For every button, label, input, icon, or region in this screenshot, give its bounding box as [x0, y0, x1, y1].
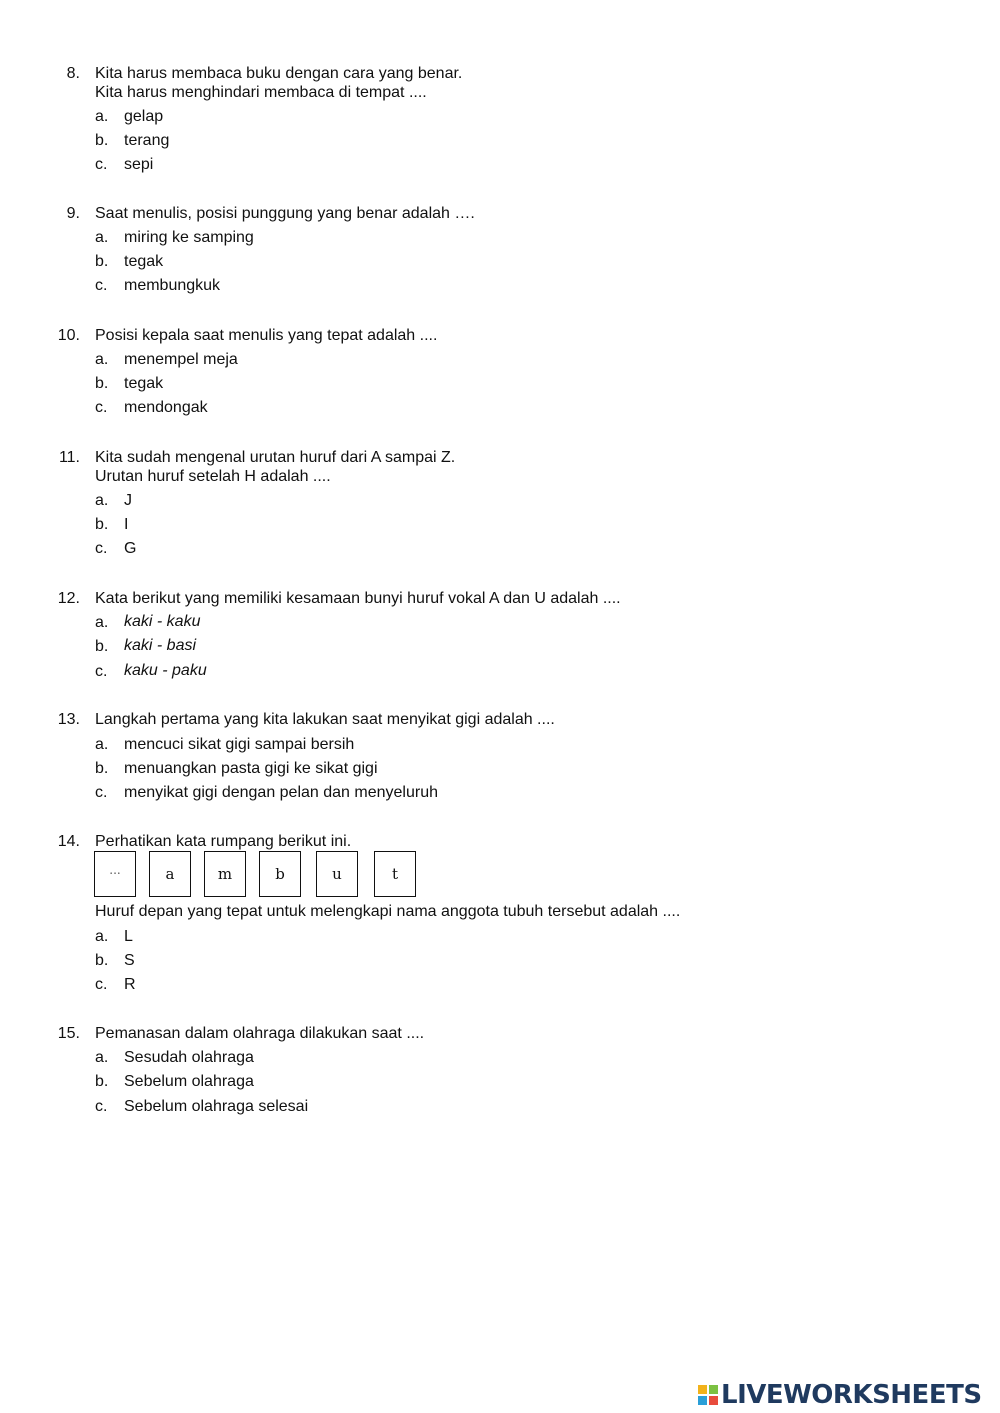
option-text[interactable]: tegak: [124, 375, 164, 392]
option-text[interactable]: G: [124, 540, 137, 557]
option-text[interactable]: sepi: [124, 156, 154, 173]
question-number: 15.: [57, 1025, 80, 1042]
question-text: Kita harus menghindari membaca di tempat ....: [95, 84, 427, 101]
question-text: Huruf depan yang tepat untuk melengkapi nama anggota tubuh tersebut adalah ....: [95, 903, 681, 920]
option-letter: a.: [95, 1049, 109, 1066]
question-text: Kita sudah mengenal urutan huruf dari A sampai Z.: [95, 449, 456, 466]
option-letter: b.: [95, 253, 109, 270]
option-letter: c.: [95, 277, 108, 294]
option-letter: c.: [95, 399, 108, 416]
question-number: 9.: [66, 205, 80, 222]
option-text[interactable]: kaku - paku: [124, 662, 207, 679]
option-text[interactable]: Sebelum olahraga: [124, 1073, 254, 1090]
option-letter: a.: [95, 736, 109, 753]
logo-text: LIVEWORKSHEETS: [721, 1380, 982, 1410]
question-text: Perhatikan kata rumpang berikut ini.: [95, 833, 352, 850]
option-text[interactable]: miring ke samping: [124, 229, 254, 246]
logo-mark-icon: [698, 1385, 718, 1405]
option-text[interactable]: L: [124, 928, 133, 945]
liveworksheets-logo: [698, 1380, 982, 1410]
option-letter: c.: [95, 540, 108, 557]
option-letter: c.: [95, 663, 108, 680]
option-text[interactable]: mendongak: [124, 399, 208, 416]
option-letter: b.: [95, 952, 109, 969]
letter-box: u: [316, 851, 358, 897]
option-letter: c.: [95, 156, 108, 173]
option-text[interactable]: membungkuk: [124, 277, 221, 294]
question-number: 11.: [58, 449, 80, 466]
option-text[interactable]: I: [124, 516, 129, 533]
option-letter: b.: [95, 516, 109, 533]
option-letter: a.: [95, 614, 109, 631]
question-text: Urutan huruf setelah H adalah ....: [95, 468, 331, 485]
question-text: Saat menulis, posisi punggung yang benar adalah ….: [95, 205, 475, 222]
option-letter: b.: [95, 1073, 109, 1090]
option-text[interactable]: kaki - kaku: [124, 613, 201, 630]
option-text[interactable]: R: [124, 976, 136, 993]
letter-box-blank[interactable]: ...: [94, 851, 136, 897]
logo-square-red: [709, 1396, 718, 1405]
option-text[interactable]: menuangkan pasta gigi ke sikat gigi: [124, 760, 378, 777]
option-text[interactable]: J: [124, 492, 132, 509]
option-text[interactable]: menyikat gigi dengan pelan dan menyeluruh: [124, 784, 438, 801]
question-text: Langkah pertama yang kita lakukan saat menyikat gigi adalah ....: [95, 711, 555, 728]
option-text[interactable]: tegak: [124, 253, 164, 270]
question-text: Pemanasan dalam olahraga dilakukan saat ....: [95, 1025, 425, 1042]
question-number: 13.: [57, 711, 80, 728]
option-text[interactable]: Sebelum olahraga selesai: [124, 1098, 309, 1115]
question-number: 12.: [57, 590, 80, 607]
option-letter: b.: [95, 638, 109, 655]
option-letter: a.: [95, 229, 109, 246]
option-letter: a.: [95, 351, 109, 368]
letter-box: b: [259, 851, 301, 897]
question-number: 14.: [57, 833, 80, 850]
option-text[interactable]: gelap: [124, 108, 164, 125]
option-text[interactable]: terang: [124, 132, 170, 149]
question-text: Kata berikut yang memiliki kesamaan bunyi huruf vokal A dan U adalah ....: [95, 590, 621, 607]
option-letter: c.: [95, 784, 108, 801]
option-letter: a.: [95, 928, 109, 945]
letter-box: m: [204, 851, 246, 897]
question-number: 8.: [66, 65, 80, 82]
option-text[interactable]: S: [124, 952, 135, 969]
option-text[interactable]: kaki - basi: [124, 637, 197, 654]
option-letter: a.: [95, 108, 109, 125]
logo-square-green: [709, 1385, 718, 1394]
option-text[interactable]: menempel meja: [124, 351, 238, 368]
question-number: 10.: [57, 327, 80, 344]
option-letter: c.: [95, 1098, 108, 1115]
option-text[interactable]: mencuci sikat gigi sampai bersih: [124, 736, 355, 753]
option-letter: b.: [95, 375, 109, 392]
option-text[interactable]: Sesudah olahraga: [124, 1049, 254, 1066]
question-text: Kita harus membaca buku dengan cara yang benar.: [95, 65, 463, 82]
option-letter: b.: [95, 760, 109, 777]
logo-square-blue: [698, 1396, 707, 1405]
logo-square-yellow: [698, 1385, 707, 1394]
question-text: Posisi kepala saat menulis yang tepat adalah ....: [95, 327, 438, 344]
option-letter: b.: [95, 132, 109, 149]
letter-box: a: [149, 851, 191, 897]
letter-box: t: [374, 851, 416, 897]
option-letter: a.: [95, 492, 109, 509]
option-letter: c.: [95, 976, 108, 993]
